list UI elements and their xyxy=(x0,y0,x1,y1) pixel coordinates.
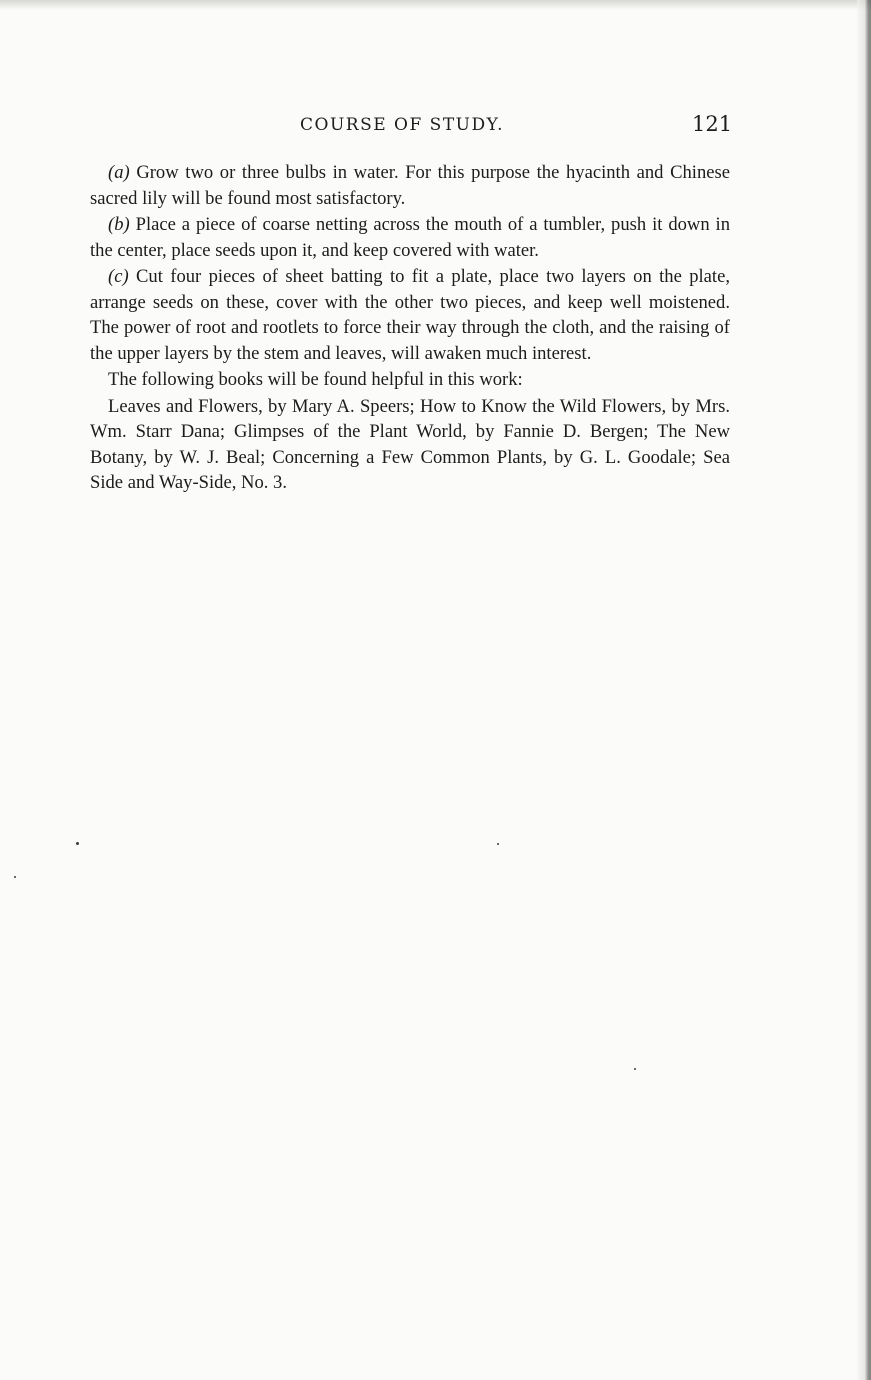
paragraph-label: (a) xyxy=(108,162,130,183)
body-text xyxy=(90,160,730,497)
page-right-edge xyxy=(857,0,871,1380)
running-head xyxy=(0,112,871,142)
paragraph-b xyxy=(90,212,730,263)
books-intro: The following books will be found helpful in this work: xyxy=(108,369,523,390)
paragraph-a xyxy=(90,160,730,211)
paragraph-label: (b) xyxy=(108,214,130,235)
running-title: COURSE OF STUDY. xyxy=(300,115,505,135)
paragraph-c xyxy=(90,264,730,366)
scan-speck xyxy=(634,1068,636,1070)
scan-speck xyxy=(497,843,499,845)
scan-speck xyxy=(14,876,16,878)
page-top-edge xyxy=(0,0,871,10)
books-list: Leaves and Flowers, by Mary A. Speers; How to Know the Wild Flowers, by Mrs. Wm. Starr Dana; Glimpses of the Plant World, by Fannie D. Bergen; The New Botany, by W. J. Beal; Concerning a Few Common Plants, by G. L. Goodale; Sea Side and Way-Side, No. 3. xyxy=(90,395,730,493)
page-number: 121 xyxy=(692,112,733,136)
paragraph-text: Cut four pieces of sheet batting to fit a plate, place two layers on the plate, arrange seeds on these, cover with the other two pieces, and keep well moistened. The power of root and rootlets to force their way through the cloth, and the raising of the upper layers by the stem and leaves, will awaken much interest. xyxy=(90,266,731,364)
paragraph-text: Place a piece of coarse netting across the mouth of a tumbler, push it down in the center, place seeds upon it, and keep covered with water. xyxy=(90,214,731,261)
scan-speck xyxy=(76,842,79,845)
paragraph-text: Grow two or three bulbs in water. For this purpose the hyacinth and Chinese sacred lily will be found most satisfactory. xyxy=(90,162,730,209)
paragraph-label: (c) xyxy=(108,266,129,287)
